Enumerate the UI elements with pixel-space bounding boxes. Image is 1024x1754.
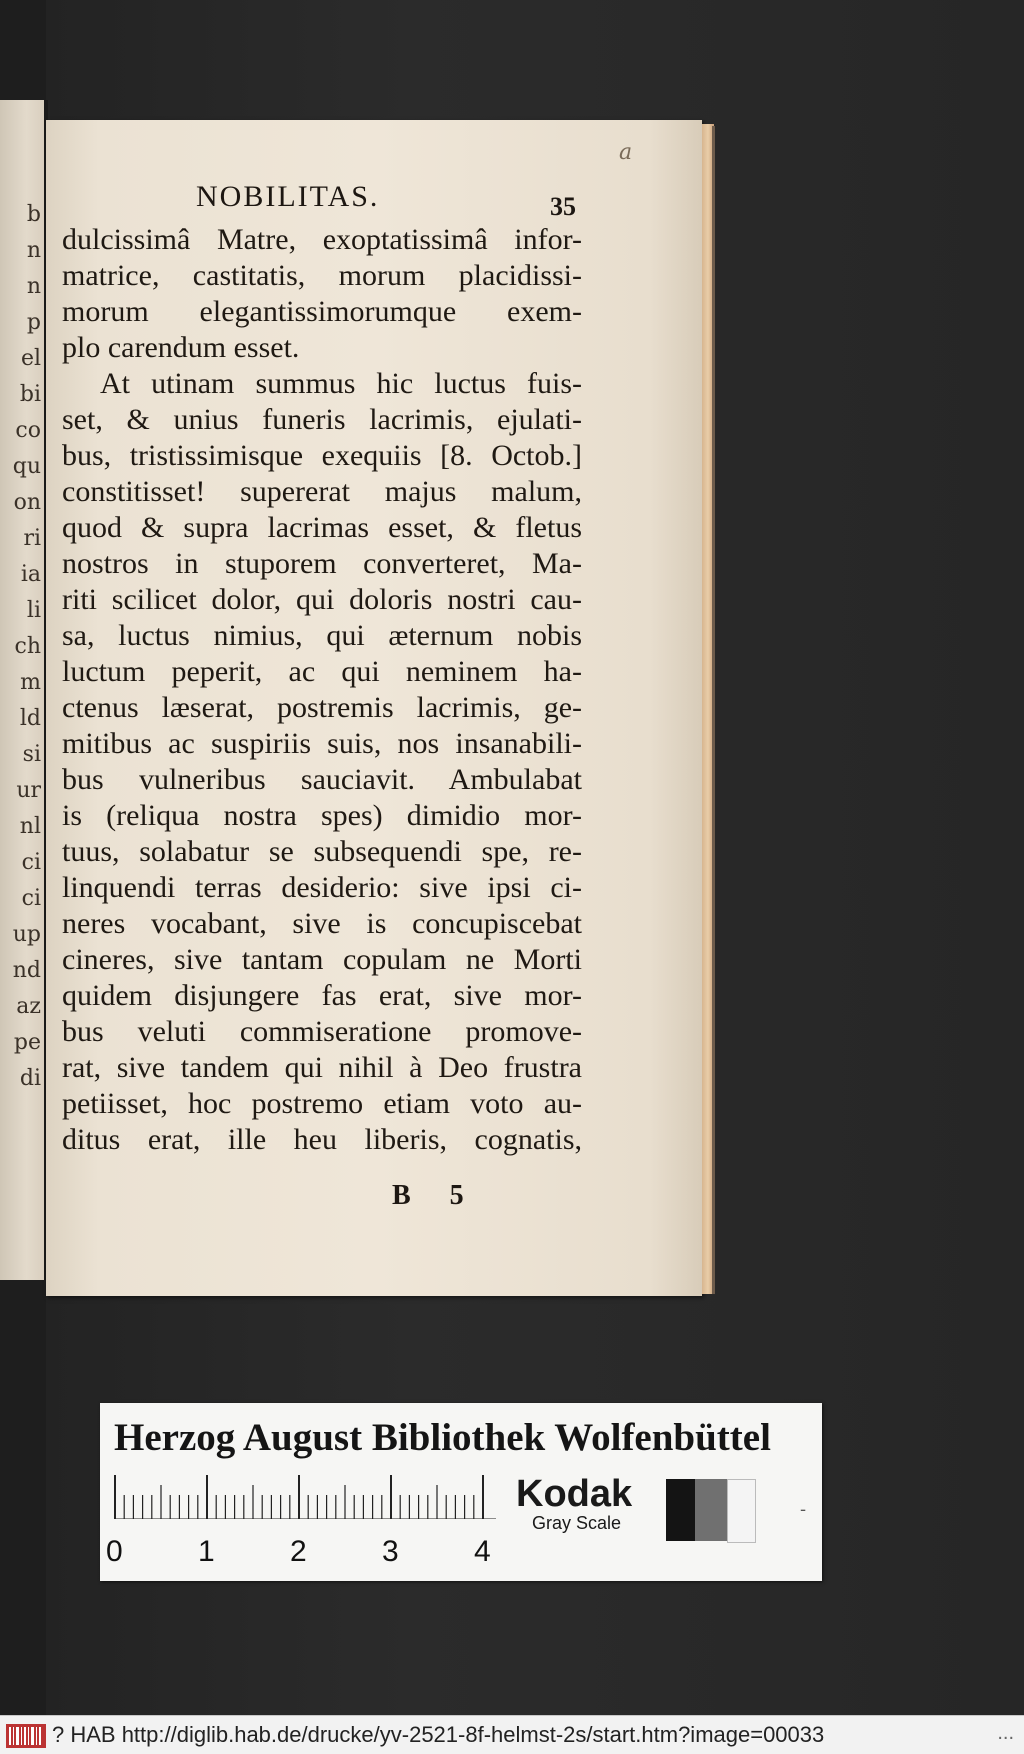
page-edge-shadow bbox=[712, 126, 715, 1294]
running-head: NOBILITAS. bbox=[196, 180, 380, 213]
status-url-text[interactable]: ? HAB http://diglib.hab.de/drucke/yv-2521-8f-helmst-2s/start.htm?image=00033 bbox=[52, 1722, 825, 1747]
ruler-scale bbox=[114, 1475, 496, 1519]
adjacent-page-letter: m bbox=[20, 670, 41, 695]
text-line: petiisset, hoc postremo etiam voto au- bbox=[62, 1087, 582, 1120]
adjacent-page-letter: up bbox=[12, 922, 41, 947]
text-line: At utinam summus hic luctus fuis- bbox=[100, 367, 582, 400]
text-line: cineres, sive tantam copulam ne Morti bbox=[62, 943, 582, 976]
text-line: tuus, solabatur se subsequendi spe, re- bbox=[62, 835, 582, 868]
gray-swatch bbox=[666, 1479, 695, 1541]
adjacent-page-letter: ri bbox=[23, 526, 41, 551]
adjacent-page-fragment bbox=[0, 100, 44, 1280]
text-line: is (reliqua nostra spes) dimidio mor- bbox=[62, 799, 582, 832]
text-line: set, & unius funeris lacrimis, ejulati- bbox=[62, 403, 582, 436]
library-name: Herzog August Bibliothek Wolfenbüttel bbox=[114, 1416, 771, 1459]
ruler-number: 3 bbox=[382, 1535, 399, 1568]
adjacent-page-letter: n bbox=[26, 274, 41, 299]
text-line: bus veluti commiseratione promove- bbox=[62, 1015, 582, 1048]
text-line: bus vulneribus sauciavit. Ambulabat bbox=[62, 763, 582, 796]
adjacent-page-letter: si bbox=[22, 742, 41, 767]
text-line: nostros in stuporem converteret, Ma- bbox=[62, 547, 582, 580]
text-line: morum elegantissimorumque exem- bbox=[62, 295, 582, 328]
text-line: constitisset! supererat majus malum, bbox=[62, 475, 582, 508]
adjacent-page-letter: li bbox=[26, 598, 41, 623]
text-line: quidem disjungere fas erat, sive mor- bbox=[62, 979, 582, 1012]
adjacent-page-letter: nd bbox=[12, 958, 41, 983]
adjacent-page-letter: ld bbox=[19, 706, 41, 731]
text-line: sa, luctus nimius, qui æternum nobis bbox=[62, 619, 582, 652]
text-line: bus, tristissimisque exequiis [8. Octob.] bbox=[62, 439, 582, 472]
text-line: neres vocabant, sive is concupiscebat bbox=[62, 907, 582, 940]
adjacent-page-letter: co bbox=[15, 418, 41, 443]
adjacent-page-letter: ci bbox=[21, 850, 41, 875]
text-line: matrice, castitatis, morum placidissi- bbox=[62, 259, 582, 292]
gray-swatch bbox=[727, 1479, 756, 1543]
pencil-corner-mark: a bbox=[619, 140, 633, 165]
page-number: 35 bbox=[550, 192, 576, 221]
text-line: mitibus ac suspiriis suis, nos insanabili- bbox=[62, 727, 582, 760]
text-line: linquendi terras desiderio: sive ipsi ci- bbox=[62, 871, 582, 904]
adjacent-page-letter: az bbox=[16, 994, 41, 1019]
ruler-number: 4 bbox=[474, 1535, 491, 1568]
browser-status-bar bbox=[0, 1715, 1024, 1754]
text-line: rat, sive tandem qui nihil à Deo frustra bbox=[62, 1051, 582, 1084]
status-more-icon[interactable]: ... bbox=[997, 1722, 1014, 1744]
label-dash-mark: - bbox=[800, 1499, 807, 1520]
adjacent-page-letter: pe bbox=[13, 1030, 41, 1055]
adjacent-page-letter: el bbox=[20, 346, 41, 371]
gray-scale-text: Gray Scale bbox=[532, 1513, 622, 1533]
adjacent-page-letter: qu bbox=[12, 454, 41, 479]
page-text-block bbox=[62, 222, 582, 1158]
ruler-numbers bbox=[106, 1535, 506, 1575]
kodak-logo: Kodak bbox=[516, 1473, 633, 1515]
adjacent-page-letter: ci bbox=[21, 886, 41, 911]
ruler-number: 2 bbox=[290, 1535, 307, 1568]
ruler-number: 0 bbox=[106, 1535, 123, 1568]
gray-scale-swatches bbox=[666, 1479, 756, 1541]
text-line: dulcissimâ Matre, exoptatissimâ infor- bbox=[62, 223, 582, 256]
text-line: quod & supra lacrimas esset, & fletus bbox=[62, 511, 582, 544]
adjacent-page-letter: nl bbox=[19, 814, 41, 839]
adjacent-page-letter: on bbox=[13, 490, 41, 515]
library-color-target-label bbox=[100, 1403, 822, 1581]
adjacent-page-letter: bi bbox=[19, 382, 41, 407]
printer-signature: B 5 bbox=[392, 1180, 480, 1211]
text-line: riti scilicet dolor, qui doloris nostri cau- bbox=[62, 583, 582, 616]
text-line: luctum peperit, ac qui neminem ha- bbox=[62, 655, 582, 688]
gray-swatch bbox=[695, 1479, 726, 1541]
adjacent-page-letter: ia bbox=[20, 562, 41, 587]
adjacent-page-letter: ur bbox=[16, 778, 41, 803]
ruler-number: 1 bbox=[198, 1535, 215, 1568]
adjacent-page-letter: n bbox=[26, 238, 41, 263]
adjacent-page-letter: ch bbox=[14, 634, 41, 659]
text-line: ditus erat, ille heu liberis, cognatis, bbox=[62, 1123, 582, 1156]
adjacent-page-letter: b bbox=[26, 202, 41, 227]
barcode-icon bbox=[6, 1724, 46, 1748]
adjacent-page-letter: p bbox=[26, 310, 41, 335]
text-line: ctenus læserat, postremis lacrimis, ge- bbox=[62, 691, 582, 724]
adjacent-page-letter: di bbox=[19, 1066, 41, 1091]
text-line: plo carendum esset. bbox=[62, 331, 300, 364]
